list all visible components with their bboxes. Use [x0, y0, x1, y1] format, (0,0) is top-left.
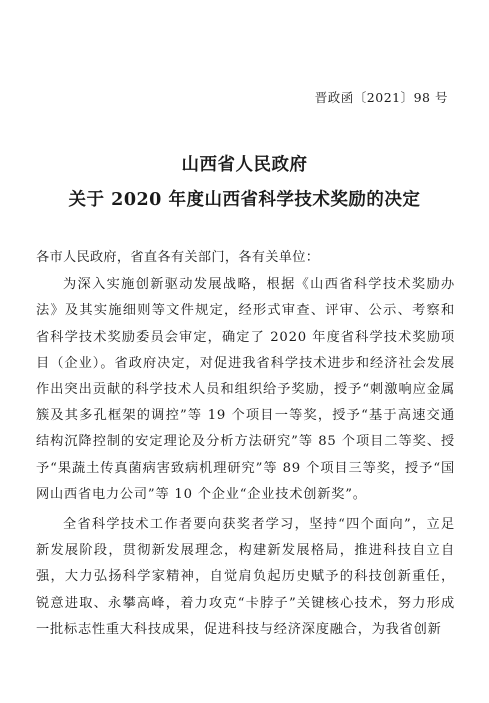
body-paragraph: 全省科学技术工作者要向获奖者学习，坚持“四个面向”，立足新发展阶段，贯彻新发展理念，构建新发展格局，推进科技自立自强，大力弘扬科学家精神，自觉肩负起历史赋予的科技创新重任，锐意进取、永攀高峰，着力攻克“卡脖子”关键核心技术，努力形成一批标志性重大科技成果，促进科技与经济深度融合，为我省创新: [36, 517, 455, 637]
salutation: 各市人民政府，省直各有关部门，各有关单位：: [36, 250, 320, 265]
title-issuer-line: 山西省人民政府: [181, 155, 308, 175]
document-title: [0, 148, 489, 218]
body-paragraph: 为深入实施创新驱动发展战略，根据《山西省科学技术奖励办法》及其实施细则等文件规定，经形式审查、评审、公示、考察和省科学技术奖励委员会审定，确定了 2020 年度省科学技术奖励项目（企业）。省政府决定，对促进我省科学技术进步和经济社会发展作出突出贡献的科学技术人员和组织给予奖励，授予“刺激响应金属簇及其多孔框架的调控”等 19 个项目一等奖，授予“基于高速交通结构沉降控制的安定理论及分析方法研究”等 85 个项目二等奖、授予“果蔬土传真菌病害致病机理研究”等 89 个项目三等奖，授予“国网山西省电力公司”等 10 个企业“企业技术创新奖”。: [36, 277, 455, 502]
document-number: 晋政函〔2021〕98 号: [314, 90, 448, 105]
document-body: [36, 245, 455, 643]
title-subject-line: 关于 2020 年度山西省科学技术奖励的决定: [68, 190, 421, 210]
